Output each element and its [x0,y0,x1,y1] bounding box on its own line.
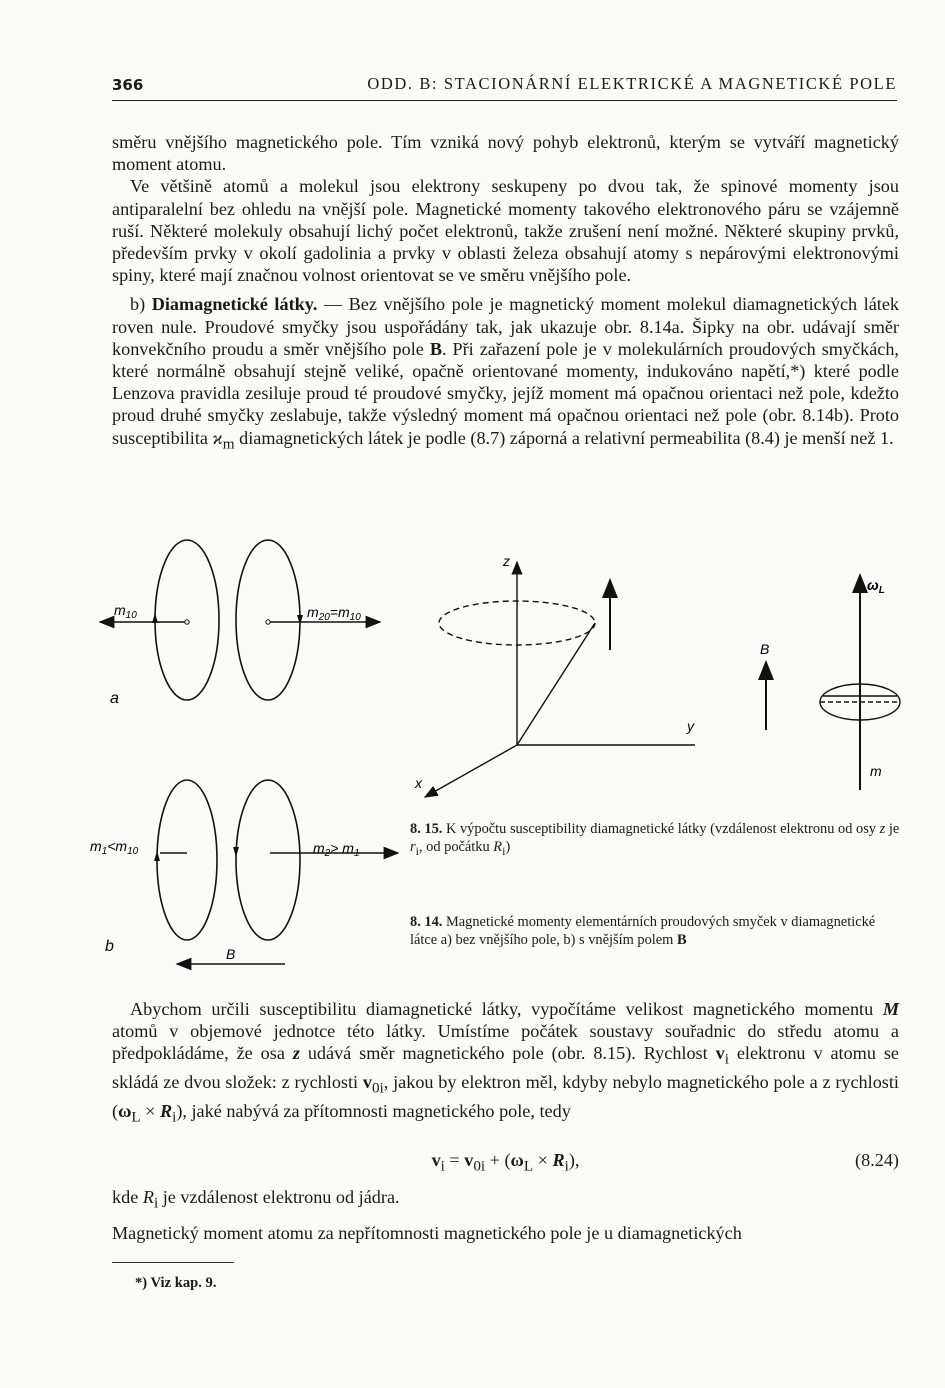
svg-text:m20=m10 [307,604,361,623]
caption-8-15 [410,820,905,860]
figure-8-15 [405,550,905,810]
text-run: ) [505,839,511,855]
text-run: diamagnetických látek je podle (8.7) záporná a relativní permeabilita (8.4) je menší než 1. [234,427,894,448]
text-run: udává směr magnetického pole (obr. 8.15). Rychlost [299,1043,716,1064]
symbol-z: z [292,1043,300,1064]
label-m2-sub: 2 [324,848,331,859]
figure-8-14 [80,535,410,980]
footnote-rule [112,1262,234,1263]
caption-8-14 [410,913,905,949]
label-m20-eq-sub: 10 [349,612,361,623]
label-m: m [870,763,882,779]
symbol-R: R [159,1101,173,1122]
svg-text:m1<m10 [90,838,139,857]
text-run: ), jaké nabývá za přítomnosti magnetického pole, tedy [176,1101,571,1122]
symbol-R: R [552,1150,565,1170]
label-m10: m [114,602,126,618]
symbol-kappa: ϰ [212,427,223,448]
text-run: kde [112,1187,143,1207]
running-title: ODD. B: STACIONÁRNÍ ELEKTRICKÉ A MAGNETICKÉ POLE [367,74,897,93]
label-m2-gt-sub: 1 [353,848,360,859]
paragraph-1: směru vnějšího magnetického pole. Tím vzniká nový pohyb elektronů, kterým se vytváří magnetický moment atomu. [112,132,899,175]
text-run: — Bez vnějšího pole je magnetický moment molekul diamagnetických látek roven nule. Proudové smyčky jsou uspořádány tak, jak ukazuje obr. 8.14a. Šipky na obr. udávají směr konvekčního proudu a směr vnějšího pole [112,294,900,359]
symbol-r: r [410,839,416,855]
symbol-v: v [715,1043,725,1064]
panel-label-a: a [110,690,119,707]
equation-body [112,1150,899,1176]
text-run: × [533,1150,553,1170]
text-run: + ( [485,1150,511,1170]
text-run: = [444,1150,465,1170]
symbol-r-sub: i [415,843,419,858]
text-run: . Při zařazení pole je v molekulárních proudových smyčkách, které normálně obsahují stejně veliké, opačně orientované momenty, indukováno napětí,*) které podle Lenzova pravidla zesiluje proud té proudové smyčky, jejíž moment má opačnou orientaci než pole, kdežto proud druhé smyčky zeslabuje, takže výsledný moment má opačnou orientaci než pole (obr. 8.14b). Proto susceptibilita [112,338,899,448]
text-run: × [140,1101,160,1122]
caption-number: 8. 15. [410,821,443,837]
label-m1: m [90,838,102,854]
footnote: *) Viz kap. 9. [135,1275,217,1291]
symbol-R-sub: i [172,1108,177,1126]
symbol-B: B [676,932,687,948]
text-run: , od počátku [418,839,494,855]
symbol-v-sub: i [724,1051,729,1069]
symbol-z: z [879,821,886,837]
text-run: ), [568,1150,580,1170]
svg-text:m10 [114,602,137,621]
text-run: Magnetické momenty elementárních proudových smyček v diamagnetické látce a) bez vnějšího pole, b) s vnějším polem [410,914,876,948]
label-m2: m [313,840,325,856]
text-run: je [885,821,900,837]
paragraph-3 [112,293,899,455]
symbol-omega: ω [118,1101,132,1122]
label-omega-sub: L [878,585,885,596]
paragraph-6: Magnetický moment atomu za nepřítomnosti magnetického pole je u diamagnetických [112,1222,742,1243]
label-m1-sub: 1 [101,846,108,857]
label-m10-sub: 10 [125,610,137,621]
label-m1-lt-sub: 10 [127,846,139,857]
label-m20: m [307,604,319,620]
label-m1-lt: <m [107,838,128,854]
symbol-v: v [431,1150,441,1170]
symbol-omega: ω [510,1150,524,1170]
text-after-equation [112,1186,899,1244]
symbol-M: M [882,999,899,1019]
section-heading: Diamagnetické látky. [151,294,318,315]
label-axis-x: x [415,775,422,791]
page-number: 366 [112,76,144,94]
label-omega: ω [867,577,879,593]
symbol-v0-sub: 0i [371,1079,384,1097]
equation-number: (8.24) [855,1150,899,1170]
svg-text:m2> m1 [313,840,360,859]
text-run: , jakou by elektron měl, kdyby nebylo magnetického pole a z rychlosti ( [112,1072,899,1122]
text-run: Abychom určili susceptibilitu diamagnetické látky, vypočítáme velikost magnetického momentu [130,999,883,1019]
page-header [112,72,897,101]
symbol-omega-sub: L [131,1108,141,1126]
svg-text:ωL [867,577,885,596]
symbol-v0: v [362,1072,372,1093]
text-run: je vzdálenost elektronu od jádra. [158,1187,400,1207]
radius-vector [517,623,595,745]
label-m2-gt: > m [330,840,354,856]
symbol-R-sub: i [564,1157,569,1175]
lower-text [112,998,899,1129]
symbol-B: B [429,338,442,359]
label-m20-sub: 20 [318,612,330,623]
symbol-R: R [142,1187,154,1207]
label-B: B [760,641,770,657]
symbol-R-sub: i [153,1194,159,1212]
axis-x [425,745,517,797]
caption-number: 8. 14. [410,914,443,930]
text-run: atomů v objemové jednotce této látky. Umístíme počátek soustavy souřadnic do středu atomu a předpokládáme, že osa [112,1021,899,1064]
label-axis-y: y [687,718,694,734]
symbol-R: R [493,839,503,855]
symbol-v0: v [464,1150,474,1170]
paragraph-5 [112,1186,899,1215]
paragraph-2: Ve většině atomů a molekul jsou elektrony seskupeny po dvou tak, že spinové momenty jsou antiparalelní bez ohledu na vnější pole. Magnetické momenty takového elektronového páru se vzájemně ruší. Některé molekuly obsahují lichý počet elektronů, takže zrušení není možné. Některé skupiny prvků, především prvky v okolí gadolinia a prvky v oblasti železa obsahují atomy s nepárovými elektronovými spiny, které mají značnou volnost orientovat se ve směru vnějšího pole. [112,176,899,286]
loop-right-b [236,780,300,940]
symbol-kappa-sub: m [222,435,235,453]
upper-text [112,131,899,455]
list-marker: b) [130,294,146,315]
panel-label-b: b [105,938,114,955]
equation-8-24 [112,1150,899,1176]
label-axis-z: z [503,553,510,569]
symbol-v0-sub: 0i [473,1157,486,1175]
symbol-omega-sub: L [523,1157,534,1175]
symbol-v-sub: i [440,1157,445,1175]
text-run: K výpočtu susceptibility diamagnetické látky (vzdálenost elektronu od osy [442,821,880,837]
symbol-R-sub: i [502,843,506,858]
label-B-field: B [226,946,236,962]
loop-left-b [157,780,217,940]
paragraph-4 [112,998,899,1129]
label-m20-eq: =m [329,604,350,620]
text-run: elektronu v atomu se skládá ze dvou složek: z rychlosti [112,1043,900,1093]
